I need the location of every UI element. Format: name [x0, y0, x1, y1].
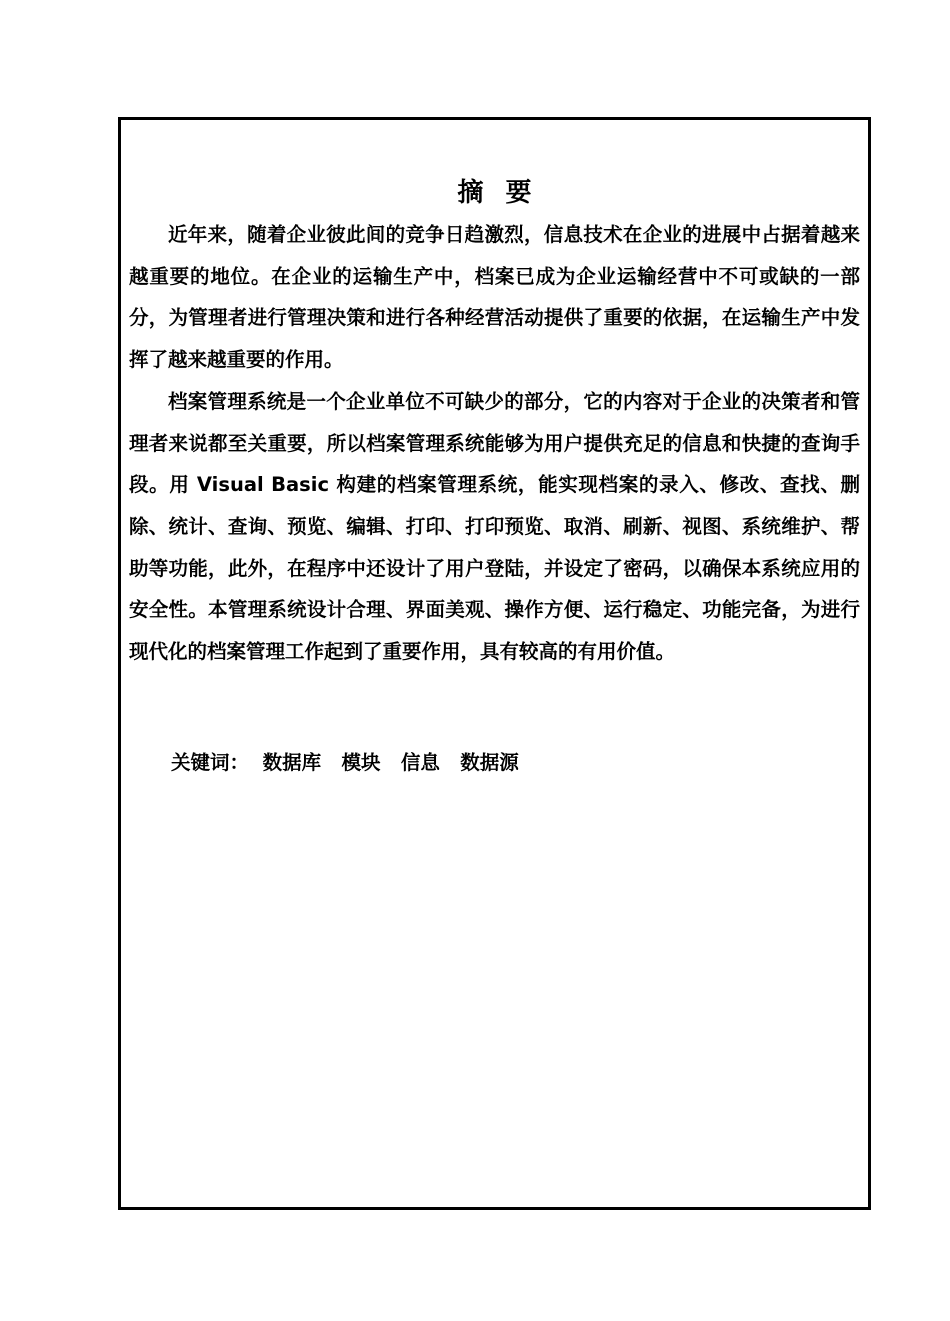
keyword-item: 信息: [400, 751, 440, 774]
abstract-paragraph-1: 近年来，随着企业彼此间的竞争日趋激烈，信息技术在企业的进展中占据着越来越重要的地位。在企业的运输生产中，档案已成为企业运输经营中不可或缺的一部分，为管理者进行管理决策和进行各种经营活动提供了重要的依据，在运输生产中发挥了越来越重要的作用。: [129, 223, 860, 372]
abstract-body: [129, 214, 860, 673]
keywords-line: [171, 748, 519, 778]
keyword-item: 数据库: [262, 751, 322, 774]
page-frame: [118, 117, 871, 1210]
keywords-label: 关键词：: [171, 751, 250, 774]
keyword-item: 数据源: [460, 751, 519, 774]
abstract-paragraph-2: 档案管理系统是一个企业单位不可缺少的部分，它的内容对于企业的决策者和管理者来说都至关重要，所以档案管理系统能够为用户提供充足的信息和快捷的查询手段。用 Visual Basic 构建的档案管理系统，能实现档案的录入、修改、查找、删除、统计、查询、预览、编辑、打印、打印预览、取消、刷新、视图、系统维护、帮助等功能，此外，在程序中还设计了用户登陆，并设定了密码，以确保本系统应用的安全性。本管理系统设计合理、界面美观、操作方便、运行稳定、功能完备，为进行现代化的档案管理工作起到了重要作用，具有较高的有用价值。: [129, 389, 860, 664]
abstract-title: 摘要: [457, 178, 554, 208]
keyword-item: 模块: [341, 751, 381, 774]
